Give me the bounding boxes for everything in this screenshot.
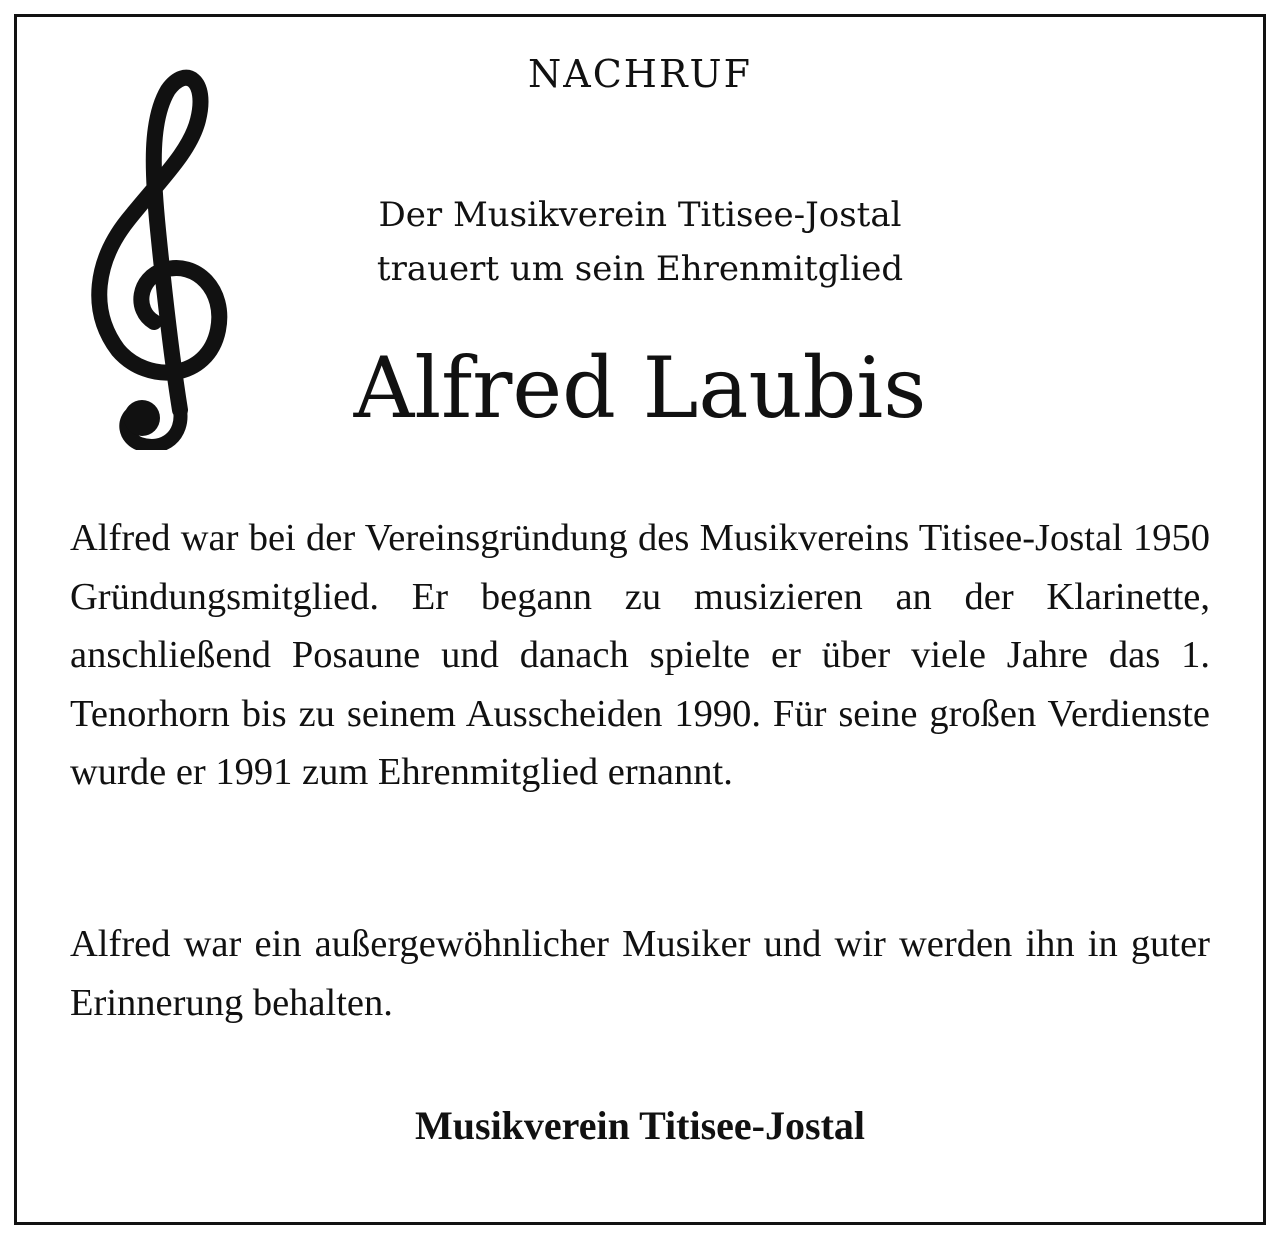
intro-line-1: Der Musikverein Titisee-Jostal (378, 195, 902, 235)
deceased-name: Alfred Laubis (353, 339, 927, 437)
signature: Musikverein Titisee-Jostal (415, 1103, 865, 1148)
intro-line-2: trauert um sein Ehrenmitglied (376, 249, 904, 289)
intro-text (340, 188, 940, 296)
biography-paragraph: Alfred war bei der Vereinsgründung des Musikvereins Titisee-Jostal 1950 Gründungsmitglied. Er begann zu musizieren an der Klarinette, anschließend Posaune und danach spielte er über viele Jahre das 1. Tenorhorn bis zu seinem Ausscheiden 1990. Für seine großen Verdienste wurde er 1991 zum Ehrenmitglied ernannt. (70, 517, 1210, 793)
closing-paragraph: Alfred war ein außergewöhnlicher Musiker und wir werden ihn in guter Erinnerung behalten. (70, 923, 1210, 1024)
notice-heading: NACHRUF (528, 52, 752, 96)
treble-clef-icon (68, 60, 248, 450)
